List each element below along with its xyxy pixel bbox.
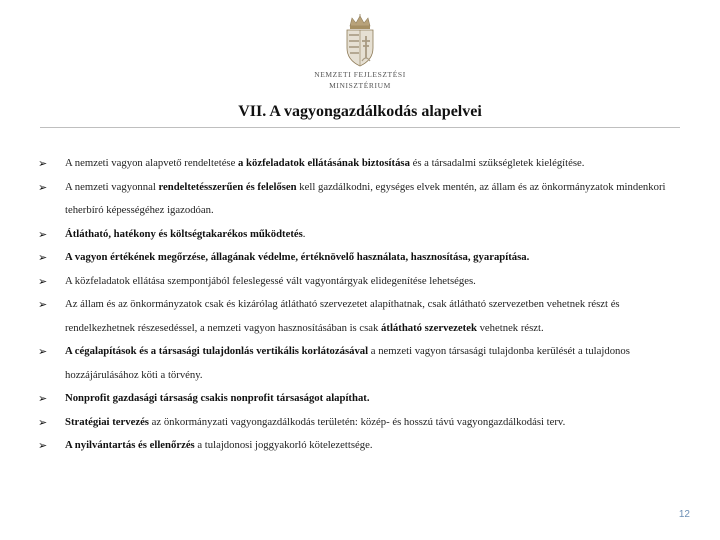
hungarian-coat-of-arms-icon [341,14,379,68]
arrow-bullet-icon: ➢ [38,345,48,358]
arrow-bullet-icon: ➢ [38,439,48,452]
bullet-text-emphasis: A cégalapítások és a társasági tulajdonlás vertikális korlátozásával [65,345,369,357]
list-item [38,387,688,411]
bullet-text-emphasis: a közfeladatok ellátásának biztosítása [238,157,410,169]
principles-list [38,152,688,458]
bullet-text-emphasis: A nyilvántartás és ellenőrzés [65,439,195,451]
bullet-text-emphasis: rendeltetésszerűen és felelősen [158,180,297,193]
bullet-text: az önkormányzati vagyongazdálkodás területén: közép- és hosszú távú vagyongazdálkodási terv. [148,415,566,428]
bullet-text: Az állam és az önkormányzatok csak és kizárólag átlátható szervezetet alapíthatnak, csak átlátható szervezetben vehetnek részt és rendelkezhetnek részesedéssel, a nemzeti vagyon hasznosításában is csak [65,298,620,334]
title-divider [40,127,680,128]
page-number: 12 [678,509,690,520]
bullet-text-emphasis: Átlátható, hatékony és költségtakarékos működtetés [65,227,303,240]
arrow-bullet-icon: ➢ [38,251,48,264]
ministry-name-line2: MINISZTÉRIUM [329,81,391,90]
bullet-text-emphasis: Nonprofit gazdasági társaság csakis nonprofit társaságot alapíthat. [65,392,370,404]
bullet-text: vehetnek részt. [476,321,544,334]
page-title: VII. A vagyongazdálkodás alapelvei [238,103,482,120]
list-item [38,223,688,247]
bullet-text: és a társadalmi szükségletek kielégítése. [409,157,585,169]
list-item [38,411,688,435]
arrow-bullet-icon: ➢ [38,392,48,405]
bullet-text-emphasis: A vagyon értékének megőrzése, állagának védelme, értéknövelő használata, hasznosítása, gyarapítása. [65,251,530,263]
ministry-logo [300,14,420,100]
list-item [38,176,688,223]
bullet-text: a nemzeti vagyon társasági tulajdonba kerülését a tulajdonos hozzájárulásához köti a törvény. [65,345,630,381]
arrow-bullet-icon: ➢ [38,415,48,429]
arrow-bullet-icon: ➢ [38,157,48,170]
list-item [38,270,688,294]
list-item [38,434,688,458]
bullet-text: kell gazdálkodni, egységes elvek mentén, az állam és az önkormányzatok mindenkori teherbíró képességéhez igazodóan. [65,180,666,216]
bullet-text: a tulajdonosi joggyakorló kötelezettsége. [194,439,373,451]
list-item [38,152,688,176]
list-item [38,246,688,270]
bullet-text: A közfeladatok ellátása szempontjából feleslegessé vált vagyontárgyak elidegenítése lehetséges. [65,274,476,287]
bullet-text: A nemzeti vagyonnal [65,180,159,193]
ministry-name-line1: NEMZETI FEJLESZTÉSI [314,70,406,79]
arrow-bullet-icon: ➢ [38,227,48,241]
arrow-bullet-icon: ➢ [38,274,48,288]
bullet-text: . [302,227,306,240]
bullet-text-emphasis: Stratégiai tervezés [65,415,149,428]
list-item [38,293,688,340]
bullet-text: A nemzeti vagyon alapvető rendeltetése [65,157,239,169]
arrow-bullet-icon: ➢ [38,180,48,194]
bullet-text-emphasis: átlátható szervezetek [381,321,477,334]
arrow-bullet-icon: ➢ [38,298,48,311]
list-item [38,340,688,387]
